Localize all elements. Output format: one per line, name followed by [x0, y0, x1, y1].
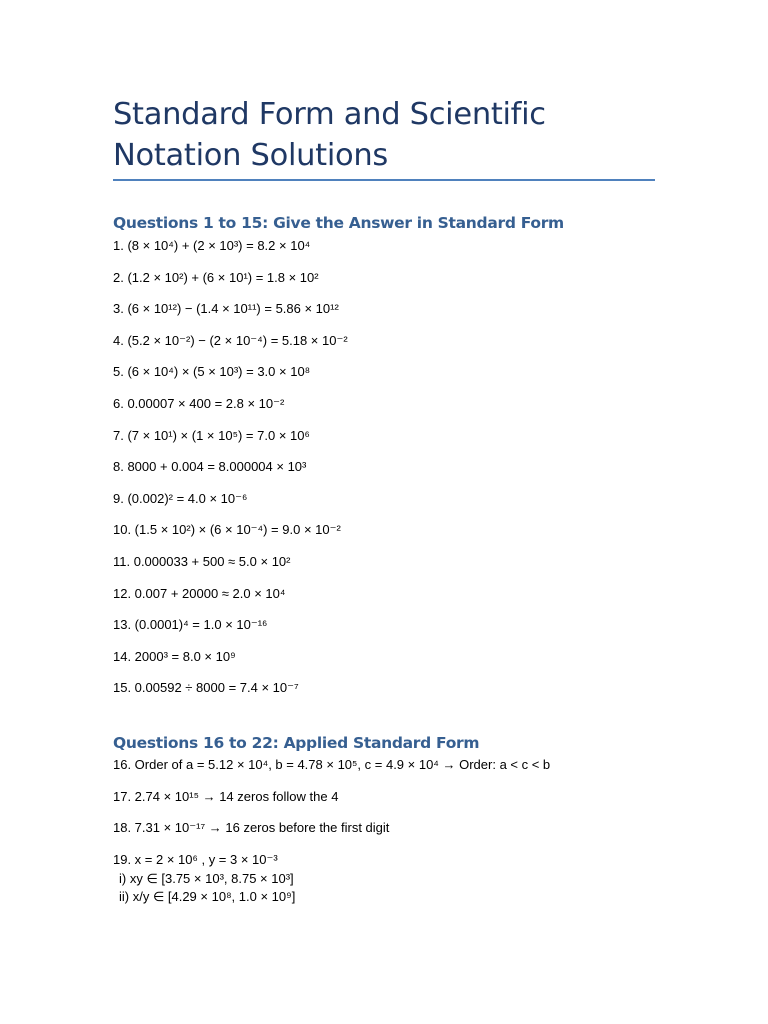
question-18: 18. 7.31 × 10⁻¹⁷ → 16 zeros before the first digit	[113, 820, 390, 836]
question-9: 9. (0.002)² = 4.0 × 10⁻⁶	[113, 490, 248, 506]
question-19: 19. x = 2 × 10⁶ , y = 3 × 10⁻³	[113, 851, 278, 867]
question-19-part-i: i) xy ∈ [3.75 × 10³, 8.75 × 10³]	[119, 870, 294, 886]
question-7: 7. (7 × 10¹) × (1 × 10⁵) = 7.0 × 10⁶	[113, 427, 310, 443]
question-11: 11. 0.000033 + 500 ≈ 5.0 × 10²	[113, 553, 291, 569]
question-2: 2. (1.2 × 10²) + (6 × 10¹) = 1.8 × 10²	[113, 269, 319, 285]
question-14: 14. 2000³ = 8.0 × 10⁹	[113, 648, 236, 664]
question-10: 10. (1.5 × 10²) × (6 × 10⁻⁴) = 9.0 × 10⁻²	[113, 522, 341, 538]
question-8: 8. 8000 + 0.004 = 8.000004 × 10³	[113, 459, 307, 475]
question-19-part-ii: ii) x/y ∈ [4.29 × 10⁸, 1.0 × 10⁹]	[119, 888, 296, 904]
section-heading-standard-form: Questions 1 to 15: Give the Answer in Standard Form	[113, 214, 564, 232]
question-4: 4. (5.2 × 10⁻²) − (2 × 10⁻⁴) = 5.18 × 10⁻²	[113, 332, 348, 348]
question-1: 1. (8 × 10⁴) + (2 × 10³) = 8.2 × 10⁴	[113, 238, 311, 253]
question-16: 16. Order of a = 5.12 × 10⁴, b = 4.78 × 10⁵, c = 4.9 × 10⁴ → Order: a < c < b	[113, 757, 551, 772]
question-3: 3. (6 × 10¹²) − (1.4 × 10¹¹) = 5.86 × 10¹²	[113, 301, 339, 317]
question-list-16-to-22	[113, 757, 550, 906]
section-heading-applied: Questions 16 to 22: Applied Standard Form	[113, 734, 480, 752]
question-list-1-to-15	[113, 238, 348, 712]
question-5: 5. (6 × 10⁴) × (5 × 10³) = 3.0 × 10⁸	[113, 364, 311, 380]
question-13: 13. (0.0001)⁴ = 1.0 × 10⁻¹⁶	[113, 617, 268, 633]
question-15: 15. 0.00592 ÷ 8000 = 7.4 × 10⁻⁷	[113, 680, 299, 696]
document-title: Standard Form and Scientific Notation Solutions	[113, 97, 546, 173]
question-6: 6. 0.00007 × 400 = 2.8 × 10⁻²	[113, 395, 285, 411]
question-12: 12. 0.007 + 20000 ≈ 2.0 × 10⁴	[113, 585, 286, 601]
title-underline	[113, 179, 655, 181]
question-17: 17. 2.74 × 10¹⁵ → 14 zeros follow the 4	[113, 788, 339, 804]
